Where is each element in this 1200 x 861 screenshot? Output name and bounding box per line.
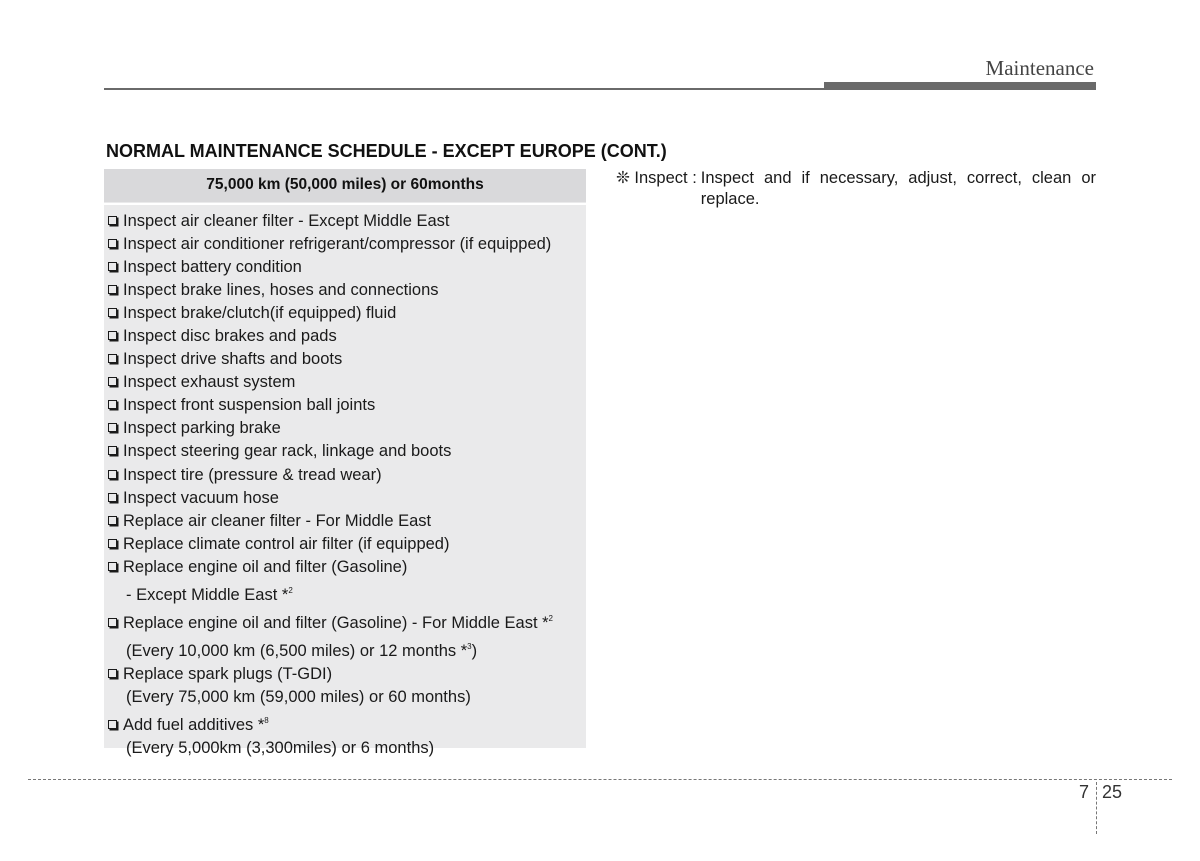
footnote-marker: 8 bbox=[264, 715, 269, 725]
checkbox-icon bbox=[108, 669, 117, 678]
schedule-item-text: Inspect parking brake bbox=[123, 419, 281, 438]
checkbox-icon bbox=[108, 262, 117, 271]
schedule-item-continuation bbox=[108, 686, 553, 709]
schedule-item-continuation bbox=[108, 635, 553, 663]
schedule-item bbox=[108, 510, 553, 533]
schedule-item bbox=[108, 417, 553, 440]
schedule-item bbox=[108, 663, 553, 686]
schedule-item bbox=[108, 533, 553, 556]
schedule-item bbox=[108, 607, 553, 635]
schedule-item-text: Add fuel additives * bbox=[123, 715, 265, 734]
schedule-item bbox=[108, 279, 553, 302]
checkbox-icon bbox=[108, 618, 117, 627]
schedule-box bbox=[104, 169, 586, 758]
schedule-list bbox=[108, 210, 553, 760]
schedule-item-text: Inspect vacuum hose bbox=[123, 488, 279, 507]
footnote-marker: 2 bbox=[288, 585, 293, 595]
inspect-note bbox=[616, 168, 1096, 210]
schedule-item-text: Inspect drive shafts and boots bbox=[123, 350, 343, 369]
checkbox-icon bbox=[108, 446, 117, 455]
schedule-item bbox=[108, 256, 553, 279]
schedule-item-text: Replace climate control air filter (if equipped) bbox=[123, 534, 450, 553]
footer-dashed-rule bbox=[28, 779, 1172, 780]
schedule-item bbox=[108, 302, 553, 325]
schedule-item-text: Inspect brake/clutch(if equipped) fluid bbox=[123, 304, 397, 323]
checkbox-icon bbox=[108, 539, 117, 548]
header-rule-thin bbox=[104, 88, 826, 90]
checkbox-icon bbox=[108, 562, 117, 571]
schedule-item bbox=[108, 556, 553, 579]
schedule-item-text: Inspect front suspension ball joints bbox=[123, 396, 376, 415]
schedule-item bbox=[108, 210, 553, 233]
checkbox-icon bbox=[108, 720, 117, 729]
schedule-item-text: Inspect brake lines, hoses and connections bbox=[123, 281, 439, 300]
schedule-item-text: (Every 10,000 km (6,500 miles) or 12 months * bbox=[126, 641, 468, 660]
schedule-item-text: Inspect disc brakes and pads bbox=[123, 327, 337, 346]
schedule-item-text: Inspect tire (pressure & tread wear) bbox=[123, 465, 382, 484]
schedule-item-continuation bbox=[108, 737, 553, 760]
schedule-item bbox=[108, 233, 553, 256]
inspect-note-term bbox=[616, 168, 697, 210]
footnote-marker: 2 bbox=[548, 613, 553, 623]
inspect-note-label: Inspect : bbox=[634, 169, 697, 187]
schedule-item-text: Inspect exhaust system bbox=[123, 373, 296, 392]
schedule-item bbox=[108, 325, 553, 348]
schedule-item-continuation bbox=[108, 579, 553, 607]
schedule-item-text: Replace spark plugs (T-GDI) bbox=[123, 664, 333, 683]
checkbox-icon bbox=[108, 285, 117, 294]
schedule-item-text: (Every 5,000km (3,300miles) or 6 months) bbox=[126, 739, 435, 758]
section-heading: NORMAL MAINTENANCE SCHEDULE - EXCEPT EUROPE (CONT.) bbox=[106, 141, 667, 161]
header-rule-thick bbox=[824, 82, 1096, 90]
inspect-note-row bbox=[616, 168, 1096, 210]
schedule-item bbox=[108, 394, 553, 417]
checkbox-icon bbox=[108, 377, 117, 386]
schedule-item-text: Inspect steering gear rack, linkage and boots bbox=[123, 442, 452, 461]
schedule-item bbox=[108, 464, 553, 487]
footer-vertical-dash bbox=[1096, 782, 1097, 834]
schedule-interval-heading: 75,000 km (50,000 miles) or 60months bbox=[104, 169, 586, 202]
checkbox-icon bbox=[108, 400, 117, 409]
schedule-item-text: (Every 75,000 km (59,000 miles) or 60 months) bbox=[126, 687, 471, 706]
page-number: 25 bbox=[1102, 782, 1123, 802]
schedule-item bbox=[108, 487, 553, 510]
checkbox-icon bbox=[108, 331, 117, 340]
schedule-item bbox=[108, 440, 553, 463]
note-symbol-icon: ❊ bbox=[616, 169, 630, 187]
checkbox-icon bbox=[108, 493, 117, 502]
schedule-item bbox=[108, 371, 553, 394]
schedule-item-text: Replace engine oil and filter (Gasoline) bbox=[123, 557, 408, 576]
schedule-item-text: Inspect air conditioner refrigerant/compressor (if equipped) bbox=[123, 235, 552, 254]
schedule-item-text: Replace air cleaner filter - For Middle East bbox=[123, 511, 432, 530]
checkbox-icon bbox=[108, 216, 117, 225]
checkbox-icon bbox=[108, 354, 117, 363]
schedule-item-text: Inspect air cleaner filter - Except Middle East bbox=[123, 212, 450, 230]
page-section-number: 7 bbox=[1079, 782, 1090, 802]
schedule-item-text: Replace engine oil and filter (Gasoline) - For Middle East * bbox=[123, 613, 549, 632]
schedule-separator bbox=[104, 203, 586, 205]
checkbox-icon bbox=[108, 423, 117, 432]
header-title: Maintenance bbox=[985, 56, 1094, 80]
inspect-note-definition: Inspect and if necessary, adjust, correct, clean or replace. bbox=[700, 169, 1096, 208]
schedule-item bbox=[108, 709, 553, 737]
schedule-item-text: Inspect battery condition bbox=[123, 258, 302, 277]
footnote-marker: 3 bbox=[467, 641, 472, 651]
schedule-item-text: - Except Middle East * bbox=[126, 585, 289, 604]
schedule-item bbox=[108, 348, 553, 371]
schedule-item-suffix: ) bbox=[471, 641, 478, 660]
checkbox-icon bbox=[108, 470, 117, 479]
checkbox-icon bbox=[108, 239, 117, 248]
checkbox-icon bbox=[108, 308, 117, 317]
checkbox-icon bbox=[108, 516, 117, 525]
